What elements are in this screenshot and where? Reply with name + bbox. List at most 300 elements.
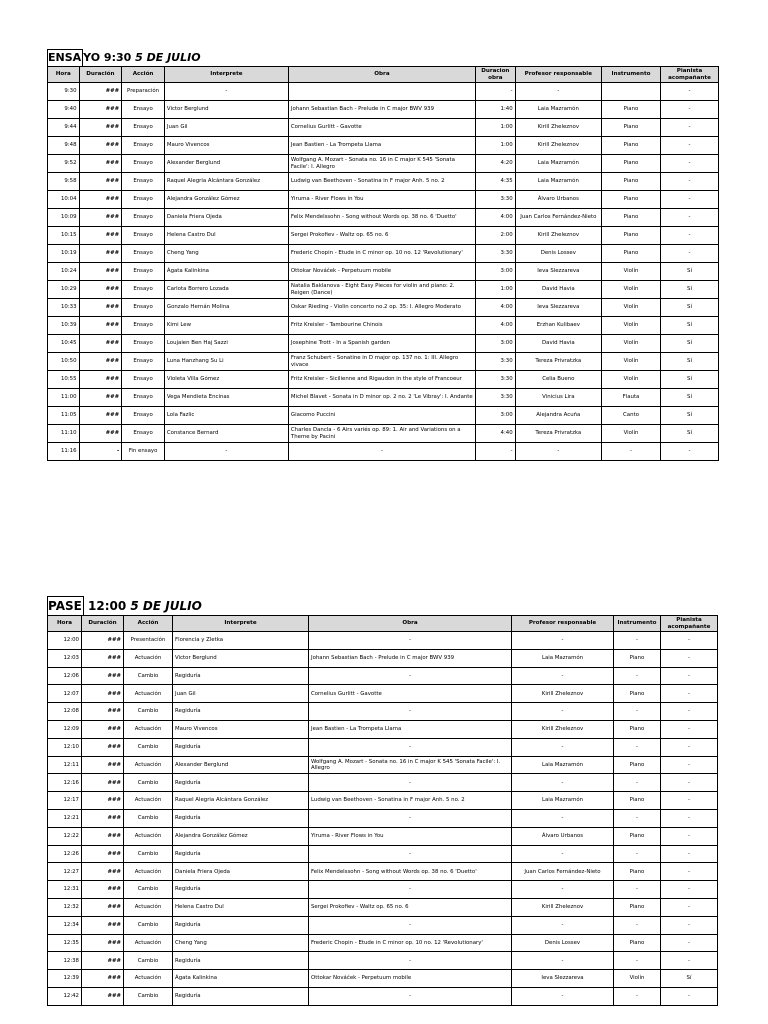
table-row [48, 209, 719, 227]
cell-accion: Actuación [124, 934, 173, 952]
cell-obra: Jean Bastien - La Trompeta Llama [288, 137, 475, 155]
cell-duracion: ### [82, 667, 124, 685]
cell-interprete: Florencia y Zletka [173, 632, 309, 650]
cell-duracion-obra: 1:40 [475, 101, 515, 119]
cell-instrumento: - [614, 845, 661, 863]
cell-accion: Cambio [124, 845, 173, 863]
column-header-duracion: Duración [79, 67, 122, 83]
cell-interprete: Regiduría [173, 738, 309, 756]
cell-obra: Felix Mendelssohn - Song without Words op. 38 no. 6 'Duetto' [288, 209, 475, 227]
cell-hora: 12:11 [48, 756, 82, 774]
cell-hora: 9:58 [48, 173, 80, 191]
table-row [48, 756, 718, 774]
cell-interprete: Vega Mendieta Encinas [164, 389, 288, 407]
cell-pianista: Sí [660, 425, 718, 443]
cell-pianista: - [661, 649, 718, 667]
cell-hora: 10:29 [48, 281, 80, 299]
cell-profesor: - [512, 916, 614, 934]
cell-accion: Actuación [124, 863, 173, 881]
cell-pianista: - [660, 443, 718, 461]
cell-duracion: ### [79, 425, 122, 443]
cell-interprete: Daniela Friera Ojeda [173, 863, 309, 881]
cell-interprete: Luna Hanzhang Su Li [164, 353, 288, 371]
table-row [48, 119, 719, 137]
cell-hora: 12:07 [48, 685, 82, 703]
cell-interprete: Regiduría [173, 774, 309, 792]
cell-hora: 12:03 [48, 649, 82, 667]
cell-accion: Cambio [124, 774, 173, 792]
cell-duracion-obra: 1:00 [475, 281, 515, 299]
ensayo-sheet [47, 49, 719, 461]
cell-pianista: - [661, 632, 718, 650]
cell-hora: 10:15 [48, 227, 80, 245]
ensayo-title-time: YO 9:30 [83, 51, 132, 64]
table-row [48, 83, 719, 101]
cell-interprete: - [164, 83, 288, 101]
cell-hora: 12:17 [48, 792, 82, 810]
ensayo-table-body [48, 83, 719, 461]
cell-hora: 9:48 [48, 137, 80, 155]
cell-obra: - [309, 774, 512, 792]
cell-pianista: - [661, 792, 718, 810]
cell-accion: Ensayo [122, 209, 165, 227]
table-row [48, 371, 719, 389]
cell-interprete: Gonzalo Hernán Molina [164, 299, 288, 317]
cell-hora: 12:31 [48, 881, 82, 899]
cell-instrumento: - [614, 881, 661, 899]
cell-duracion-obra: 4:00 [475, 299, 515, 317]
table-row [48, 281, 719, 299]
cell-accion: Ensayo [122, 263, 165, 281]
table-row [48, 845, 718, 863]
cell-instrumento: - [614, 703, 661, 721]
cell-pianista: - [661, 720, 718, 738]
cell-accion: Ensayo [122, 407, 165, 425]
cell-profesor: Alejandra Acuña [515, 407, 601, 425]
cell-duracion-obra: 3:00 [475, 407, 515, 425]
cell-hora: 12:35 [48, 934, 82, 952]
cell-pianista: Sí [660, 281, 718, 299]
column-header-duracion-obra: Duracion obra [475, 67, 515, 83]
cell-interprete: Raquel Alegria Alcántara González [164, 173, 288, 191]
cell-interprete: Regiduría [173, 809, 309, 827]
cell-accion: Ensayo [122, 191, 165, 209]
table-row [48, 173, 719, 191]
cell-profesor: David Havia [515, 281, 601, 299]
cell-pianista: - [661, 774, 718, 792]
cell-hora: 12:09 [48, 720, 82, 738]
cell-obra: - [309, 987, 512, 1005]
cell-accion: Actuación [124, 649, 173, 667]
cell-profesor: - [512, 881, 614, 899]
cell-interprete: Victor Berglund [164, 101, 288, 119]
cell-profesor: Kirill Zheleznov [512, 720, 614, 738]
cell-interprete: Alejandra González Gómez [173, 827, 309, 845]
column-header-instrumento: Instrumento [602, 67, 661, 83]
cell-duracion: ### [79, 389, 122, 407]
cell-obra: - [309, 916, 512, 934]
table-row [48, 407, 719, 425]
cell-hora: 12:27 [48, 863, 82, 881]
cell-obra: Franz Schubert - Sonatine in D major op. 137 no. 1: III. Allegro vivace [288, 353, 475, 371]
cell-obra: Ludwig van Beethoven - Sonatina in F major Anh. 5 no. 2 [309, 792, 512, 810]
cell-instrumento: Violín [602, 263, 661, 281]
cell-hora: 12:34 [48, 916, 82, 934]
cell-interprete: Constance Bernard [164, 425, 288, 443]
cell-interprete: Regiduría [173, 881, 309, 899]
cell-accion: Ensayo [122, 299, 165, 317]
cell-duracion: ### [82, 970, 124, 988]
cell-instrumento: Violín [602, 353, 661, 371]
cell-duracion-obra: 2:00 [475, 227, 515, 245]
table-row [48, 263, 719, 281]
cell-duracion: ### [82, 916, 124, 934]
cell-accion: Actuación [124, 970, 173, 988]
cell-instrumento: Piano [614, 756, 661, 774]
cell-hora: 12:38 [48, 952, 82, 970]
cell-instrumento: Violín [602, 425, 661, 443]
column-header-accion: Acción [122, 67, 165, 83]
cell-duracion-obra: 1:00 [475, 137, 515, 155]
cell-obra: Johann Sebastian Bach - Prelude in C major BWV 939 [309, 649, 512, 667]
cell-profesor: - [512, 703, 614, 721]
cell-profesor: - [512, 667, 614, 685]
cell-interprete: Mauro Vivencos [173, 720, 309, 738]
table-row [48, 738, 718, 756]
cell-profesor: Celia Bueno [515, 371, 601, 389]
cell-obra: Giacomo Puccini [288, 407, 475, 425]
cell-obra: Sergei Prokofiev - Waltz op. 65 no. 6 [288, 227, 475, 245]
cell-profesor: Álvaro Urbanos [515, 191, 601, 209]
column-header-interprete: Interprete [173, 616, 309, 632]
cell-interprete: Loujaien Ben Haj Sazzi [164, 335, 288, 353]
cell-instrumento: Piano [614, 720, 661, 738]
cell-duracion: ### [79, 371, 122, 389]
cell-duracion: ### [79, 137, 122, 155]
cell-pianista: - [661, 827, 718, 845]
cell-instrumento: - [614, 738, 661, 756]
table-row [48, 317, 719, 335]
cell-duracion: ### [79, 245, 122, 263]
cell-obra: - [309, 809, 512, 827]
cell-interprete: Regiduría [173, 952, 309, 970]
cell-pianista: Sí [660, 335, 718, 353]
cell-instrumento [602, 83, 661, 101]
cell-pianista: - [661, 881, 718, 899]
column-header-obra: Obra [309, 616, 512, 632]
cell-hora: 11:10 [48, 425, 80, 443]
cell-obra: Ottokar Nováček - Perpetuum mobile [309, 970, 512, 988]
cell-instrumento: - [602, 443, 661, 461]
cell-interprete: Regiduría [173, 987, 309, 1005]
cell-obra: - [288, 443, 475, 461]
cell-obra: Wolfgang A. Mozart - Sonata no. 16 in C major K 545 'Sonata Facile': I. Allegro [288, 155, 475, 173]
column-header-interprete: Interprete [164, 67, 288, 83]
cell-profesor: Ieva Slezzareva [515, 299, 601, 317]
cell-instrumento: Piano [614, 685, 661, 703]
ensayo-title-date: 5 DE JULIO [135, 51, 201, 64]
cell-pianista: Sí [660, 389, 718, 407]
cell-duracion: ### [79, 101, 122, 119]
cell-pianista: - [660, 83, 718, 101]
cell-profesor: Denis Lossev [515, 245, 601, 263]
cell-profesor: Laia Mazramón [515, 155, 601, 173]
cell-interprete: Juan Gil [164, 119, 288, 137]
cell-hora: 12:08 [48, 703, 82, 721]
cell-profesor: Kirill Zheleznov [515, 137, 601, 155]
column-header-instrumento: Instrumento [614, 616, 661, 632]
pase-title-time: 12:00 [88, 599, 127, 613]
table-row [48, 774, 718, 792]
cell-instrumento: Piano [602, 173, 661, 191]
cell-instrumento: Piano [602, 155, 661, 173]
cell-duracion-obra: 1:00 [475, 119, 515, 137]
cell-pianista: - [661, 703, 718, 721]
cell-duracion: ### [79, 407, 122, 425]
table-row [48, 299, 719, 317]
cell-profesor: Juan Carlos Fernández-Nieto [512, 863, 614, 881]
cell-profesor: Laia Mazramón [512, 756, 614, 774]
cell-obra: Yiruma - River Flows in You [288, 191, 475, 209]
cell-instrumento: - [614, 667, 661, 685]
cell-pianista: - [661, 898, 718, 916]
pase-title-date: 5 DE JULIO [130, 599, 202, 613]
cell-interprete: Regiduría [173, 667, 309, 685]
cell-hora: 9:52 [48, 155, 80, 173]
cell-profesor: Laia Mazramón [515, 101, 601, 119]
table-row [48, 898, 718, 916]
cell-obra: Ottokar Nováček - Perpetuum mobile [288, 263, 475, 281]
table-row [48, 881, 718, 899]
cell-obra: Frederic Chopin - Etude in C minor op. 10 no. 12 'Revolutionary' [309, 934, 512, 952]
cell-duracion: ### [79, 299, 122, 317]
cell-pianista: - [660, 155, 718, 173]
cell-instrumento: Violín [602, 281, 661, 299]
cell-interprete: Alexander Berglund [164, 155, 288, 173]
cell-profesor: - [515, 443, 601, 461]
cell-accion: Ensayo [122, 353, 165, 371]
cell-duracion: ### [82, 738, 124, 756]
cell-profesor: Laia Mazramón [512, 649, 614, 667]
pase-header-row [48, 616, 718, 632]
cell-duracion: ### [82, 703, 124, 721]
cell-pianista: - [661, 809, 718, 827]
cell-duracion: ### [79, 119, 122, 137]
cell-profesor: Kirill Zheleznov [512, 685, 614, 703]
cell-hora: 12:22 [48, 827, 82, 845]
cell-duracion-obra: 3:30 [475, 389, 515, 407]
cell-accion: Ensayo [122, 101, 165, 119]
cell-obra: Fritz Kreisler - Sicilienne and Rigaudon in the style of Francoeur [288, 371, 475, 389]
cell-pianista: - [661, 685, 718, 703]
cell-pianista: - [660, 101, 718, 119]
table-row [48, 389, 719, 407]
cell-duracion: ### [79, 83, 122, 101]
cell-hora: 12:10 [48, 738, 82, 756]
cell-hora: 10:04 [48, 191, 80, 209]
cell-interprete: Cheng Yang [164, 245, 288, 263]
cell-hora: 9:30 [48, 83, 80, 101]
ensayo-title [47, 49, 719, 66]
cell-accion: Ensayo [122, 389, 165, 407]
cell-accion: Ensayo [122, 227, 165, 245]
cell-instrumento: Flauta [602, 389, 661, 407]
cell-profesor: Kirill Zheleznov [515, 227, 601, 245]
cell-accion: Cambio [124, 703, 173, 721]
cell-duracion-obra: 4:20 [475, 155, 515, 173]
table-row [48, 227, 719, 245]
cell-obra: Johann Sebastian Bach - Prelude in C major BWV 939 [288, 101, 475, 119]
cell-obra: Ludwig van Beethoven - Sonatina in F major Anh. 5 no. 2 [288, 173, 475, 191]
cell-instrumento: Piano [602, 209, 661, 227]
cell-hora: 12:42 [48, 987, 82, 1005]
cell-accion: Actuación [124, 720, 173, 738]
cell-duracion: ### [82, 809, 124, 827]
cell-duracion-obra: 4:35 [475, 173, 515, 191]
cell-duracion: ### [82, 685, 124, 703]
cell-accion: Actuación [124, 756, 173, 774]
cell-interprete: Helena Castro Dul [164, 227, 288, 245]
cell-pianista: - [661, 738, 718, 756]
cell-instrumento: Canto [602, 407, 661, 425]
cell-obra: - [309, 738, 512, 756]
cell-pianista: Sí [660, 371, 718, 389]
cell-interprete: Alexander Berglund [173, 756, 309, 774]
ensayo-table [47, 66, 719, 461]
cell-interprete: Regiduría [173, 916, 309, 934]
cell-instrumento: Piano [614, 792, 661, 810]
cell-pianista: - [660, 245, 718, 263]
cell-accion: Ensayo [122, 371, 165, 389]
cell-obra: Natalia Baklanova - Eight Easy Pieces for violin and piano: 2. Reigen (Dance) [288, 281, 475, 299]
cell-duracion-obra: 3:30 [475, 245, 515, 263]
pase-title-prefix: PASE [47, 596, 84, 615]
table-row [48, 155, 719, 173]
cell-pianista: - [661, 863, 718, 881]
cell-accion: Cambio [124, 952, 173, 970]
cell-pianista: - [660, 191, 718, 209]
table-row [48, 667, 718, 685]
cell-interprete: - [164, 443, 288, 461]
cell-hora: 12:06 [48, 667, 82, 685]
cell-duracion: ### [82, 952, 124, 970]
cell-hora: 12:21 [48, 809, 82, 827]
cell-profesor: Erzhan Kulibaev [515, 317, 601, 335]
table-row [48, 970, 718, 988]
cell-duracion-obra: 4:00 [475, 317, 515, 335]
cell-profesor: Denis Lossev [512, 934, 614, 952]
cell-obra: - [309, 703, 512, 721]
cell-duracion-obra: 4:40 [475, 425, 515, 443]
cell-profesor: - [515, 83, 601, 101]
column-header-hora: Hora [48, 67, 80, 83]
cell-profesor: Laia Mazramón [515, 173, 601, 191]
cell-pianista: Sí [660, 353, 718, 371]
table-row [48, 863, 718, 881]
pase-sheet [47, 596, 717, 1006]
cell-instrumento: Piano [602, 227, 661, 245]
cell-pianista: - [661, 934, 718, 952]
cell-accion: Cambio [124, 667, 173, 685]
cell-instrumento: - [614, 774, 661, 792]
cell-accion: Ensayo [122, 425, 165, 443]
cell-duracion-obra: 3:30 [475, 371, 515, 389]
column-header-hora: Hora [48, 616, 82, 632]
cell-instrumento: Piano [602, 137, 661, 155]
cell-duracion: ### [79, 263, 122, 281]
cell-accion: Fin ensayo [122, 443, 165, 461]
cell-accion: Ensayo [122, 317, 165, 335]
cell-hora: 12:26 [48, 845, 82, 863]
cell-pianista: - [661, 987, 718, 1005]
cell-instrumento: Violín [614, 970, 661, 988]
cell-duracion-obra: 3:00 [475, 335, 515, 353]
cell-instrumento: - [614, 916, 661, 934]
table-row [48, 191, 719, 209]
cell-obra: - [309, 845, 512, 863]
table-row [48, 353, 719, 371]
cell-duracion: ### [82, 774, 124, 792]
cell-obra: Cornelius Gurlitt - Gavotte [288, 119, 475, 137]
cell-obra: - [309, 881, 512, 899]
cell-duracion: ### [79, 227, 122, 245]
cell-obra: Cornelius Gurlitt - Gavotte [309, 685, 512, 703]
cell-obra [288, 83, 475, 101]
cell-profesor: Álvaro Urbanos [512, 827, 614, 845]
cell-interprete: Carlota Borrero Lozada [164, 281, 288, 299]
cell-profesor: Tereza Privratzka [515, 425, 601, 443]
table-row [48, 703, 718, 721]
cell-instrumento: Violín [602, 317, 661, 335]
cell-duracion: ### [79, 191, 122, 209]
cell-duracion: ### [82, 934, 124, 952]
cell-obra: - [309, 632, 512, 650]
cell-obra: Charles Dancla - 6 Airs variés op. 89: 1. Air and Variations on a Theme by Pacini [288, 425, 475, 443]
cell-interprete: Daniela Friera Ojeda [164, 209, 288, 227]
cell-interprete: Juan Gil [173, 685, 309, 703]
cell-instrumento: Piano [602, 245, 661, 263]
cell-profesor: Laia Mazramón [512, 792, 614, 810]
table-row [48, 245, 719, 263]
cell-instrumento: Piano [614, 649, 661, 667]
cell-duracion-obra: 3:00 [475, 263, 515, 281]
table-row [48, 720, 718, 738]
cell-profesor: Vinicius Lira [515, 389, 601, 407]
column-header-profesor: Profesor responsable [515, 67, 601, 83]
cell-duracion: ### [82, 827, 124, 845]
cell-instrumento: Piano [602, 191, 661, 209]
cell-instrumento: - [614, 987, 661, 1005]
cell-pianista: - [660, 119, 718, 137]
cell-hora: 9:40 [48, 101, 80, 119]
cell-accion: Actuación [124, 827, 173, 845]
cell-profesor: - [512, 774, 614, 792]
cell-accion: Ensayo [122, 245, 165, 263]
table-row [48, 809, 718, 827]
cell-duracion-obra: 4:00 [475, 209, 515, 227]
cell-hora: 10:45 [48, 335, 80, 353]
cell-interprete: Helena Castro Dul [173, 898, 309, 916]
pase-table [47, 615, 718, 1006]
table-row [48, 685, 718, 703]
cell-pianista: Sí [660, 299, 718, 317]
cell-interprete: Mauro Vivencos [164, 137, 288, 155]
column-header-pianista: Pianista acompañante [661, 616, 718, 632]
cell-hora: 11:16 [48, 443, 80, 461]
cell-obra: Jean Bastien - La Trompeta Llama [309, 720, 512, 738]
cell-duracion: ### [82, 881, 124, 899]
pase-table-body [48, 632, 718, 1006]
